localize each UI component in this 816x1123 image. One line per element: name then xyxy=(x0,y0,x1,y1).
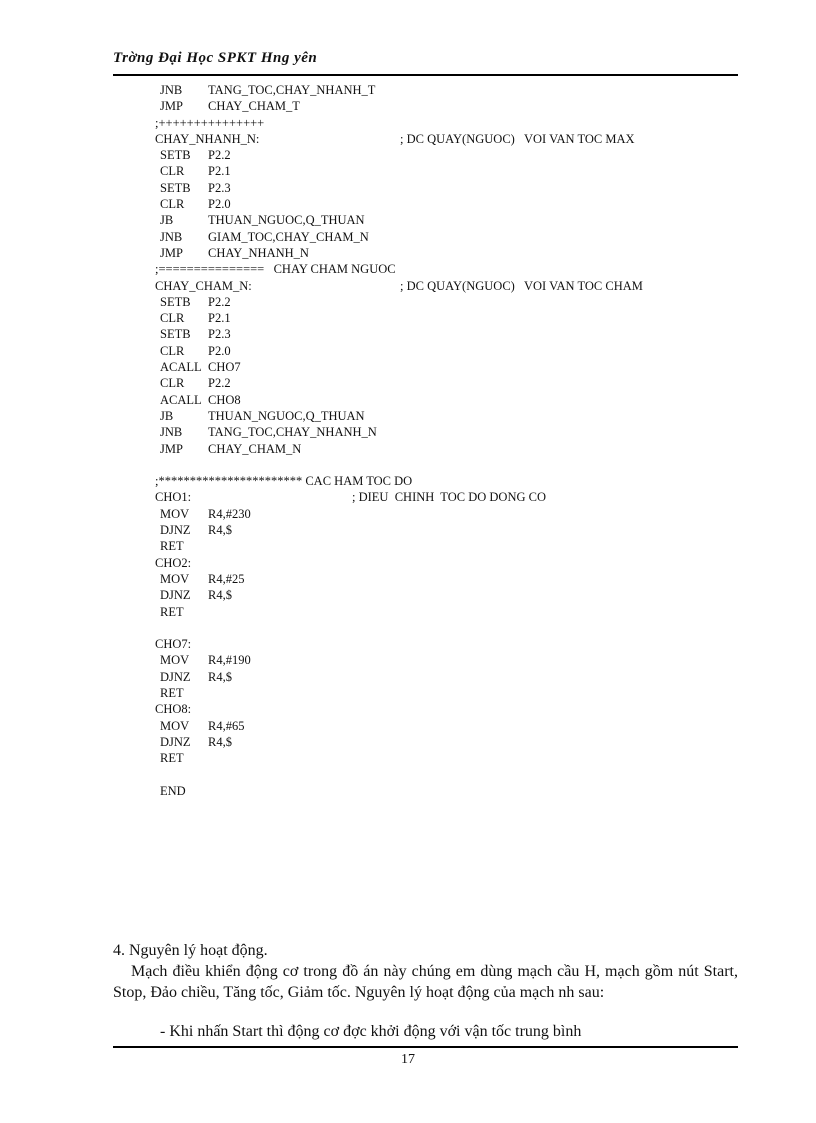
code-operand: P2.3 xyxy=(208,180,231,195)
code-opcode: RET xyxy=(160,539,184,554)
code-opcode: DJNZ xyxy=(160,588,191,603)
code-operand: CHAY_CHAM_N xyxy=(208,441,302,456)
code-opcode: JNB xyxy=(160,229,183,244)
code-opcode: CLR xyxy=(160,343,185,358)
code-operand: P2.3 xyxy=(208,327,231,342)
code-operand: R4,#65 xyxy=(208,718,245,733)
code-comment: ; DC QUAY(NGUOC) VOI VAN TOC MAX xyxy=(400,131,635,146)
code-opcode: SETB xyxy=(160,327,191,342)
code-comment: ; DIEU CHINH TOC DO DONG CO xyxy=(352,490,546,505)
code-opcode: SETB xyxy=(160,180,191,195)
code-operand: P2.2 xyxy=(208,376,231,391)
footer-rule xyxy=(113,1046,738,1048)
code-opcode: RET xyxy=(160,685,184,700)
code-opcode: JB xyxy=(160,213,174,228)
code-comment: ; DC QUAY(NGUOC) VOI VAN TOC CHAM xyxy=(400,278,643,293)
code-operand: P2.2 xyxy=(208,148,231,163)
code-operand: R4,#190 xyxy=(208,653,251,668)
code-operand: P2.0 xyxy=(208,343,231,358)
code-operand: R4,$ xyxy=(208,588,232,603)
code-opcode: SETB xyxy=(160,294,191,309)
code-label: CHO8: xyxy=(155,702,192,717)
code-operand: R4,#25 xyxy=(208,571,245,586)
code-operand: R4,$ xyxy=(208,669,232,684)
code-operand: P2.2 xyxy=(208,294,231,309)
code-operand: TANG_TOC,CHAY_NHANH_T xyxy=(208,83,376,97)
header-rule xyxy=(113,74,738,76)
code-opcode: MOV xyxy=(160,506,190,521)
page-header: Trờng Đại Học SPKT Hng yên xyxy=(113,50,318,66)
code-opcode: MOV xyxy=(160,653,190,668)
code-label: ;+++++++++++++++ xyxy=(155,115,265,130)
code-opcode: MOV xyxy=(160,718,190,733)
code-opcode: DJNZ xyxy=(160,523,191,538)
paragraph: Mạch điều khiển động cơ trong đồ án này chúng em dùng mạch cầu H, mạch gồm nút Start, Stop, Đảo chiều, Tăng tốc, Giảm tốc. Nguyên lý hoạt động của mạch nh sau: xyxy=(113,963,738,1001)
section-title: 4. Nguyên lý hoạt động. xyxy=(113,942,268,959)
code-opcode: DJNZ xyxy=(160,669,191,684)
code-opcode: JMP xyxy=(160,99,183,114)
code-opcode: JMP xyxy=(160,245,183,260)
page-number: 17 xyxy=(401,1052,415,1067)
code-operand: R4,#230 xyxy=(208,506,251,521)
code-opcode: END xyxy=(160,783,186,798)
code-operand: TANG_TOC,CHAY_NHANH_N xyxy=(208,425,377,440)
code-operand: CHAY_NHANH_N xyxy=(208,245,309,260)
code-label: ;*********************** CAC HAM TOC DO xyxy=(155,474,413,489)
code-opcode: ACALL xyxy=(160,392,202,407)
code-label: CHO2: xyxy=(155,555,192,570)
code-operand: CHO8 xyxy=(208,392,241,407)
code-operand: P2.1 xyxy=(208,311,231,326)
code-opcode: MOV xyxy=(160,571,190,586)
code-opcode: CLR xyxy=(160,164,185,179)
code-opcode: JB xyxy=(160,408,174,423)
code-opcode: JMP xyxy=(160,441,183,456)
code-operand: P2.1 xyxy=(208,164,231,179)
code-label: CHO1: xyxy=(155,490,192,505)
code-label: CHAY_NHANH_N: xyxy=(155,131,260,146)
code-operand: CHAY_CHAM_T xyxy=(208,99,300,114)
code-opcode: DJNZ xyxy=(160,734,191,749)
code-opcode: RET xyxy=(160,604,184,619)
code-operand: THUAN_NGUOC,Q_THUAN xyxy=(208,408,365,423)
code-opcode: ACALL xyxy=(160,360,202,375)
code-opcode: CLR xyxy=(160,311,185,326)
code-operand: R4,$ xyxy=(208,523,232,538)
code-opcode: CLR xyxy=(160,376,185,391)
code-operand: CHO7 xyxy=(208,360,241,375)
code-operand: THUAN_NGUOC,Q_THUAN xyxy=(208,213,365,228)
code-label: CHAY_CHAM_N: xyxy=(155,278,252,293)
bullet-item: - Khi nhấn Start thì động cơ đợc khởi động với vận tốc trung bình xyxy=(160,1023,582,1040)
code-operand: P2.0 xyxy=(208,197,231,212)
code-operand: GIAM_TOC,CHAY_CHAM_N xyxy=(208,229,369,244)
code-opcode: JNB xyxy=(160,425,183,440)
code-opcode: SETB xyxy=(160,148,191,163)
code-label: ;=============== CHAY CHAM NGUOC xyxy=(155,262,396,277)
code-opcode: CLR xyxy=(160,197,185,212)
code-label: CHO7: xyxy=(155,637,192,652)
code-operand: R4,$ xyxy=(208,734,232,749)
code-opcode: RET xyxy=(160,751,184,766)
code-opcode: JNB xyxy=(160,83,183,97)
